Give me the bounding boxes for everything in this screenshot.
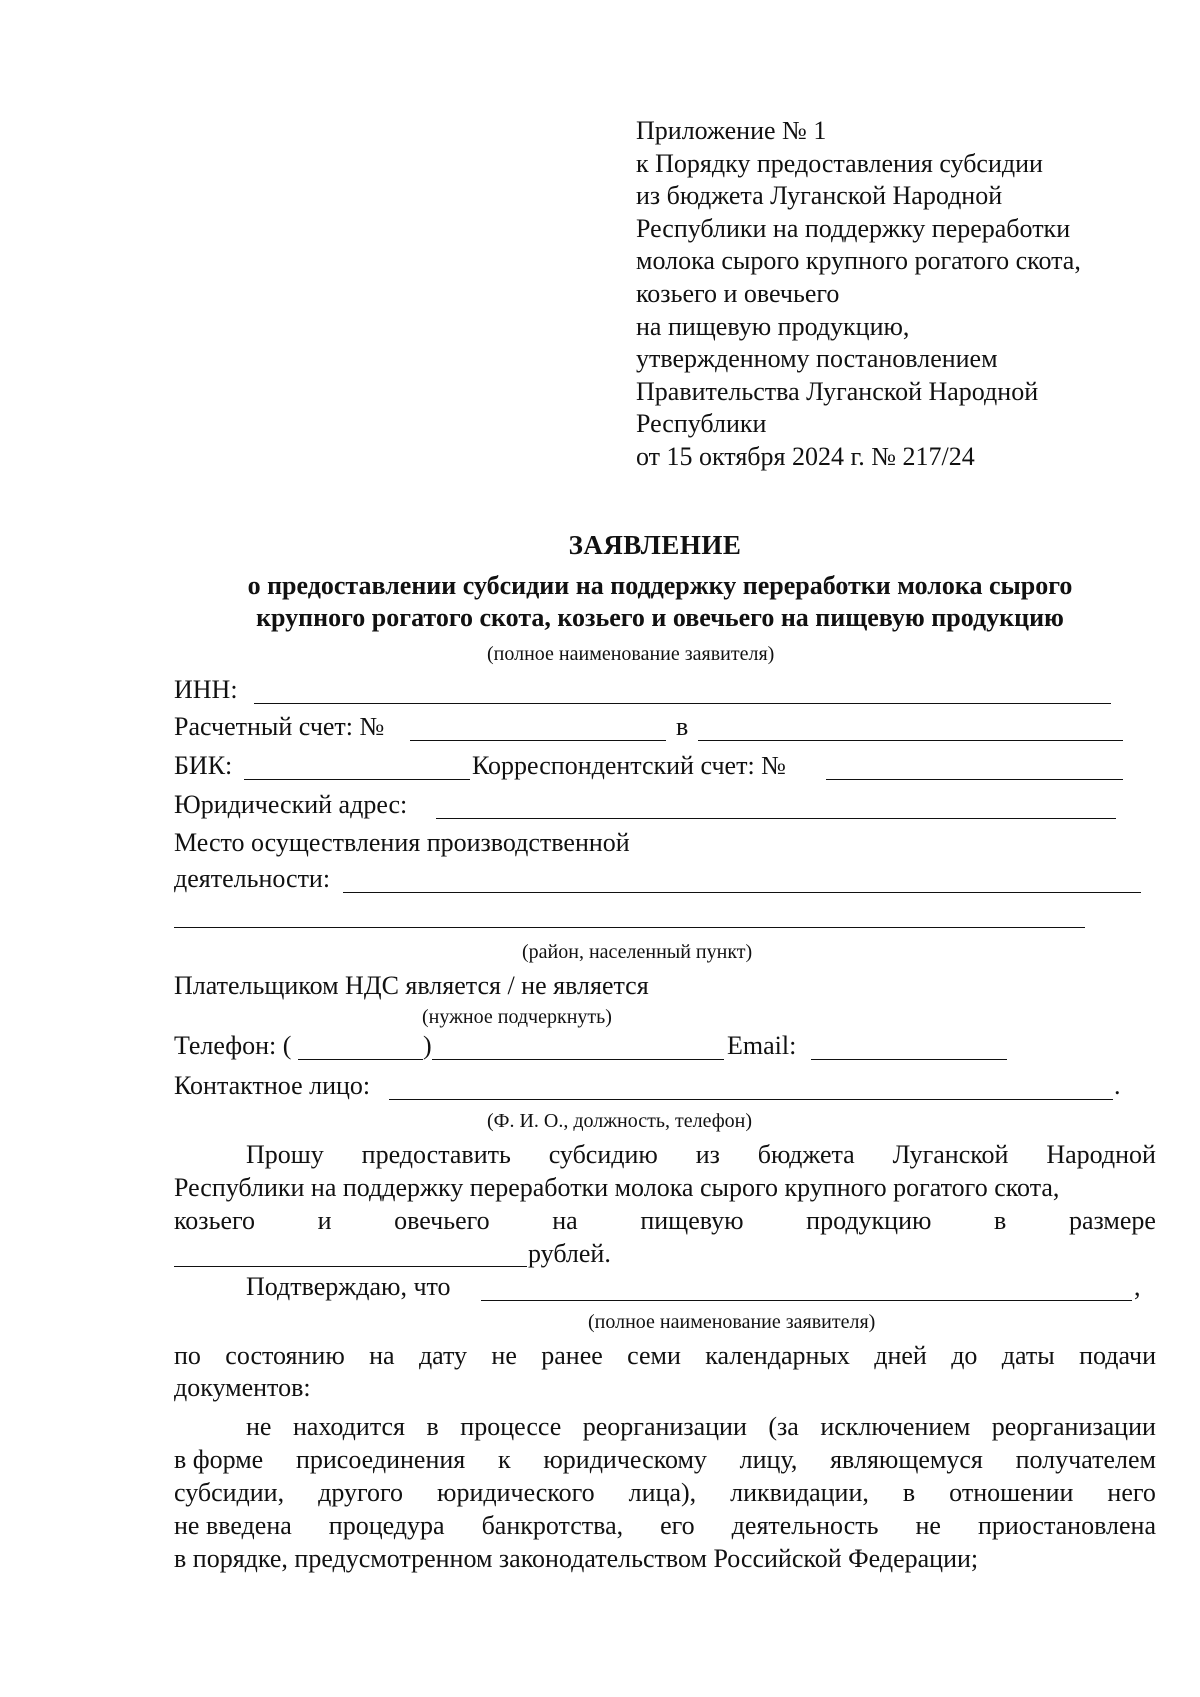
confirm-hint: (полное наименование заявителя): [588, 1311, 876, 1333]
phone-label: Телефон: (: [174, 1031, 292, 1060]
email-label: Email:: [727, 1031, 797, 1060]
word: по: [174, 1341, 201, 1370]
word: козьего: [174, 1206, 255, 1235]
word: лица),: [628, 1478, 697, 1507]
word: деятельность: [731, 1511, 879, 1540]
corr-account-label: Корреспондентский счет: №: [472, 751, 786, 780]
document-subtitle: [210, 570, 1110, 634]
appendix-header-line: молока сырого крупного рогатого скота,: [636, 246, 1081, 276]
word: юридическому: [543, 1445, 707, 1474]
word: из: [695, 1140, 720, 1169]
word: приостановлена: [977, 1511, 1156, 1540]
word: его: [660, 1511, 695, 1540]
word: не введена: [174, 1511, 292, 1540]
address-field-line[interactable]: [436, 818, 1116, 819]
word: предоставить: [361, 1140, 511, 1169]
contact-label: Контактное лицо:: [174, 1071, 371, 1100]
appendix-header-line: Правительства Луганской Народной: [636, 376, 1039, 406]
word: исключением: [820, 1412, 971, 1441]
word: являющемуся: [830, 1445, 983, 1474]
word: реорганизации: [991, 1412, 1156, 1441]
reorg-paragraph-line2: [174, 1444, 1156, 1476]
bik-field-line[interactable]: [244, 779, 470, 780]
word: в: [994, 1206, 1007, 1235]
word: бюджета: [757, 1140, 855, 1169]
word: дату: [418, 1341, 468, 1370]
applicant-name-hint: (полное наименование заявителя): [487, 643, 775, 665]
inn-field-line[interactable]: [254, 703, 1111, 704]
place-field-line-2[interactable]: [174, 927, 1085, 928]
word: Народной: [1046, 1140, 1156, 1169]
place-hint: (район, населенный пункт): [522, 941, 753, 963]
appendix-header-line: утвержденному постановлением: [636, 344, 998, 374]
appendix-header-line: на пищевую продукцию,: [636, 311, 910, 341]
word: ранее: [541, 1341, 603, 1370]
email-field-line[interactable]: [811, 1059, 1007, 1060]
word: ликвидации,: [730, 1478, 869, 1507]
word: и: [317, 1206, 332, 1235]
word: в форме: [174, 1445, 264, 1474]
word: состоянию: [225, 1341, 345, 1370]
contact-hint: (Ф. И. О., должность, телефон): [487, 1110, 753, 1132]
word: овечьего: [394, 1206, 490, 1235]
word: Прошу: [246, 1140, 324, 1169]
word: процессе: [460, 1412, 562, 1441]
word: семи: [627, 1341, 681, 1370]
word: присоединения: [295, 1445, 466, 1474]
request-paragraph-line2: Республики на поддержку переработки молока сырого крупного рогатого скота,: [174, 1173, 1060, 1202]
request-paragraph-line3: [174, 1205, 1156, 1237]
word: Луганской: [892, 1140, 1009, 1169]
word: лицу,: [739, 1445, 798, 1474]
document-title: ЗАЯВЛЕНИЕ: [568, 530, 742, 560]
account-bank-label: в: [676, 712, 689, 741]
word: календарных: [705, 1341, 850, 1370]
appendix-header-line: из бюджета Луганской Народной: [636, 181, 1003, 211]
word: размере: [1068, 1206, 1156, 1235]
phone-number-field-line[interactable]: [432, 1059, 724, 1060]
word: дней: [874, 1341, 927, 1370]
reorg-paragraph-line4: [174, 1510, 1156, 1542]
appendix-header-line: Республики: [636, 409, 767, 439]
reorg-paragraph-line3: [174, 1477, 1156, 1509]
word: отношении: [949, 1478, 1074, 1507]
subtitle-line: о предоставлении субсидии на поддержку переработки молока сырого: [247, 571, 1073, 600]
word: (за: [768, 1412, 799, 1441]
word: получателем: [1015, 1445, 1156, 1474]
word: субсидию: [548, 1140, 658, 1169]
confirm-applicant-field-line[interactable]: [481, 1300, 1132, 1301]
address-label: Юридический адрес:: [174, 790, 408, 819]
word: в: [426, 1412, 439, 1441]
appendix-header-line: к Порядку предоставления субсидии: [636, 148, 1043, 178]
status-paragraph-line1: [174, 1340, 1156, 1372]
place-field-line[interactable]: [343, 892, 1141, 893]
appendix-header: [636, 115, 1081, 474]
appendix-header-line: Республики на поддержку переработки: [636, 213, 1071, 243]
appendix-header-line: Приложение № 1: [636, 116, 827, 145]
bik-label: БИК:: [174, 751, 233, 780]
word: другого: [318, 1478, 404, 1507]
status-paragraph-line2: документов:: [174, 1373, 311, 1402]
place-label-line2: деятельности:: [174, 864, 331, 893]
word: к: [497, 1445, 511, 1474]
word: не: [491, 1341, 517, 1370]
word: не: [915, 1511, 941, 1540]
word: процедура: [328, 1511, 445, 1540]
vat-status: Плательщиком НДС является / не является: [174, 971, 649, 1000]
word: подачи: [1079, 1341, 1156, 1370]
account-bank-field-line[interactable]: [698, 740, 1123, 741]
word: реорганизации: [582, 1412, 747, 1441]
word: продукцию: [806, 1206, 932, 1235]
phone-close-paren: ): [423, 1031, 432, 1060]
word: пищевую: [640, 1206, 744, 1235]
appendix-header-line: козьего и овечьего: [636, 278, 840, 308]
account-number-field-line[interactable]: [410, 740, 666, 741]
vat-hint: (нужное подчеркнуть): [422, 1006, 612, 1028]
word: него: [1107, 1478, 1156, 1507]
reorg-paragraph-line5: в порядке, предусмотренном законодательством Российской Федерации;: [174, 1544, 979, 1573]
word: находится: [292, 1412, 406, 1441]
word: не: [246, 1412, 272, 1441]
word: субсидии,: [174, 1478, 285, 1507]
rubles-label: рублей.: [528, 1239, 611, 1268]
word: на: [552, 1206, 578, 1235]
word: на: [369, 1341, 395, 1370]
reorg-paragraph-line1: [246, 1411, 1156, 1443]
account-label: Расчетный счет: №: [174, 712, 385, 741]
word: юридического: [437, 1478, 595, 1507]
contact-period: .: [1114, 1071, 1121, 1100]
subtitle-line: крупного рогатого скота, козьего и овечьего на пищевую продукцию: [256, 603, 1064, 632]
word: до: [951, 1341, 978, 1370]
phone-code-field-line[interactable]: [298, 1059, 423, 1060]
word: даты: [1001, 1341, 1055, 1370]
word: банкротства,: [481, 1511, 624, 1540]
confirm-label: Подтверждаю, что: [246, 1272, 451, 1301]
subsidy-amount-field-line[interactable]: [174, 1266, 527, 1267]
corr-account-field-line[interactable]: [826, 779, 1123, 780]
place-label-line1: Место осуществления производственной: [174, 828, 630, 857]
confirm-comma: ,: [1134, 1272, 1141, 1301]
request-paragraph-line1: [246, 1139, 1156, 1171]
appendix-header-line: от 15 октября 2024 г. № 217/24: [636, 441, 975, 471]
word: в: [902, 1478, 916, 1507]
inn-label: ИНН:: [174, 675, 238, 704]
contact-field-line[interactable]: [389, 1099, 1113, 1100]
